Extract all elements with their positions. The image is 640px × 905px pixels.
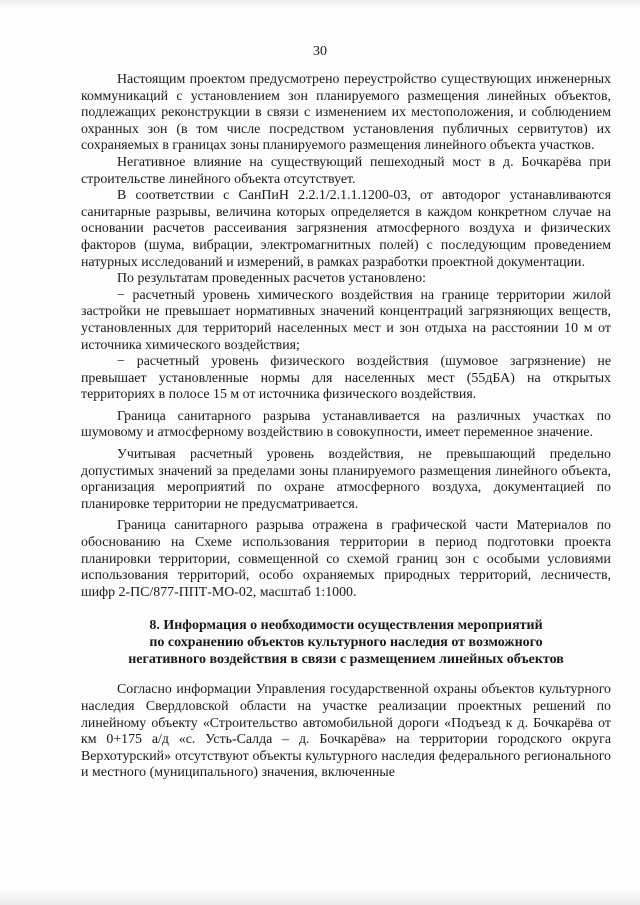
paragraph-results-intro: По результатам проведенных расчетов установлено: — [117, 271, 426, 287]
paragraph-sanpin: В соответствии с СанПиН 2.2.1/2.1.1.1200-03, от автодорог устанавливаются санитарные разрывы, величина которых определяется в каждом конкретном случае на основании расчетов рассеивания загрязнения атмосферного воздуха и физических факторов (шума, вибрации, электромагнитных полей) с последующим проведением натурных исследований и измерений, в рамках разработки проектной документации. — [81, 188, 611, 270]
paragraph-cultural-heritage: Согласно информации Управления государственной охраны объектов культурного наследия Свердловской области на участке реализации проектных решений по линейному объекту «Строительство автомобильной дороги «Подъезд к д. Бочкарёва от км 0+175 а/д «с. Усть-Салда – д. Бочкарёва» на территории городского округа Верхотурский» отсутствуют объекты культурного наследия федерального регионального и местного (муниципального) значения, включенные — [81, 682, 611, 781]
page-body — [81, 72, 611, 782]
page-number: 30 — [313, 44, 327, 59]
section-heading — [81, 617, 611, 668]
list-item-physical: − расчетный уровень физического воздействия (шумовое загрязнение) не превышает установленные нормы для населенных мест (55дБА) на открытых территориях в полосе 15 м от источника физического воздействия. — [81, 354, 611, 403]
section-heading-line: негативного воздействия в связи с размещением линейных объектов — [128, 652, 564, 668]
paragraph-calculated-level: Учитывая расчетный уровень воздействия, не превышающий предельно допустимых значений за пределами зоны планируемого размещения линейного объекта, организация мероприятий по охране атмосферного воздуха, документацией по планировке территории не предусматривается. — [81, 447, 611, 512]
paragraph-bridge: Негативное влияние на существующий пешеходный мост в д. Бочкарёва при строительстве линейного объекта отсутствует. — [81, 154, 611, 187]
section-heading-line: 8. Информация о необходимости осуществления мероприятий — [149, 618, 543, 634]
paragraph-graphic-reference: Граница санитарного разрыва отражена в графической части Материалов по обоснованию на Схеме использования территории в период подготовки проекта планировки территории, совмещенной со схемой границ зон с особыми условиями использования территорий, особо охраняемых природных территорий, лесничеств, шифр 2-ПС/877-ППТ-МО-02, масштаб 1:1000. — [81, 518, 611, 600]
list-item-chemical: − расчетный уровень химического воздействия на границе территории жилой застройки не превышает нормативных значений концентраций загрязняющих веществ, установленных для территорий населенных мест и зон отдыха на расстоянии 10 м от источника химического воздействия; — [81, 287, 611, 353]
section-heading-line: по сохранению объектов культурного наследия от возможного — [149, 635, 543, 651]
paragraph-reconstruction: Настоящим проектом предусмотрено переустройство существующих инженерных коммуникаций с установлением зон планируемого размещения линейных объектов, подлежащих реконструкции в связи с изменением их местоположения, и соблюдением охранных зон (в том числе посредством установления публичных сервитутов) их сохраняемых в границах зоны планируемого размещения линейного объекта участков. — [81, 72, 611, 154]
paragraph-sanitary-boundary: Граница санитарного разрыва устанавливается на различных участках по шумовому и атмосферному воздействию в совокупности, имеет переменное значение. — [81, 408, 611, 441]
scan-bottom-edge — [0, 889, 640, 905]
scan-top-edge — [0, 0, 640, 8]
